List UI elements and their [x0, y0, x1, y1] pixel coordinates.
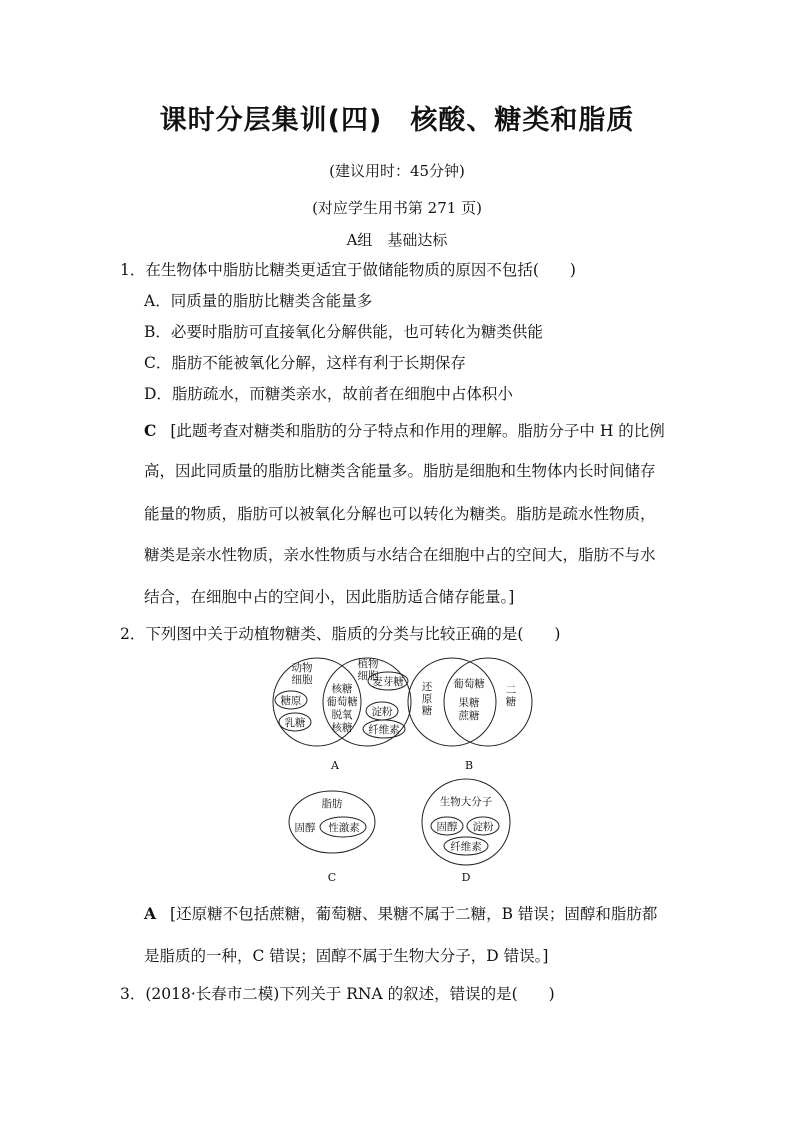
- book-page-ref: (对应学生用书第 271 页): [312, 199, 482, 217]
- page-title: 课时分层集训(四) 核酸、糖类和脂质: [159, 105, 635, 136]
- q1-option-c: C．脂肪不能被氧化分解，这样有利于长期保存: [144, 354, 466, 372]
- diagram-a-glucose: 葡萄糖: [326, 696, 358, 708]
- q1-explanation-5: 结合，在细胞中占的空间小，因此脂肪适合储存能量。]: [144, 588, 515, 606]
- diagram-c-sterol: 固醇: [294, 822, 316, 834]
- diagram-b-right-label-1: 二: [505, 684, 517, 696]
- q1-answer-line-1: [144, 419, 665, 441]
- diagram-b-glucose: 葡萄糖: [453, 678, 485, 690]
- diagram-b-left-label-1: 还: [421, 681, 433, 693]
- diagram-b-right-label-2: 糖: [505, 696, 517, 708]
- q2-explanation-2: 是脂质的一种，C 错误；固醇不属于生物大分子，D 错误。]: [144, 947, 549, 965]
- q2-venn-diagrams: [260, 655, 540, 890]
- section-heading: A组 基础达标: [346, 231, 448, 249]
- diagram-b-left-label-2: 原: [421, 693, 433, 705]
- diagram-c-sex-hormone: 性激素: [328, 822, 360, 834]
- diagram-c-outer-label: 脂肪: [321, 798, 343, 810]
- q1-answer-letter: C: [144, 421, 157, 440]
- q1-option-a: A．同质量的脂肪比糖类含能量多: [144, 292, 373, 310]
- q1-explanation-3: 能量的物质，脂肪可以被氧化分解也可以转化为糖类。脂肪是疏水性物质，: [144, 505, 656, 523]
- q2-explanation-1: [还原糖不包括蔗糖，葡萄糖、果糖不属于二糖，B 错误；固醇和脂肪都: [170, 905, 658, 923]
- diagram-c-caption: C: [327, 871, 337, 884]
- diagram-a-deoxy: 脱氧: [331, 709, 353, 721]
- diagram-a-lactose: 乳糖: [284, 717, 306, 729]
- diagram-a-glycogen: 糖原: [280, 695, 302, 707]
- q2-stem: 2．下列图中关于动植物糖类、脂质的分类与比较正确的是( ): [120, 625, 561, 643]
- diagram-a-ribose: 核糖: [331, 683, 353, 695]
- diagram-a-ribose-2: 核糖: [331, 722, 353, 734]
- diagram-d-cellulose: 纤维素: [450, 841, 482, 853]
- diagram-b-disaccharide-circle: [444, 658, 532, 746]
- q2-answer-letter: A: [144, 904, 157, 923]
- diagram-b-fructose: 果糖: [458, 697, 480, 709]
- q3-stem: 3．(2018·长春市二模)下列关于 RNA 的叙述，错误的是( ): [120, 985, 555, 1003]
- q2-answer-line-1: [144, 902, 657, 924]
- diagram-a-right-label-1: 植物: [357, 658, 379, 670]
- diagram-d-sterol: 固醇: [436, 821, 458, 833]
- diagram-a-starch: 淀粉: [371, 706, 393, 718]
- diagram-a-left-label-2: 细胞: [291, 674, 313, 686]
- diagram-a-maltose: 麦芽糖: [372, 676, 404, 688]
- diagram-d-starch: 淀粉: [472, 821, 494, 833]
- diagram-d-outer-label: 生物大分子: [439, 796, 493, 808]
- diagram-a-caption: A: [331, 759, 339, 772]
- diagram-d-caption: D: [461, 871, 471, 884]
- q1-option-d: D．脂肪疏水，而糖类亲水，故前者在细胞中占体积小: [144, 385, 513, 403]
- q1-explanation-2: 高，因此同质量的脂肪比糖类含能量多。脂肪是细胞和生物体内长时间储存: [144, 462, 656, 480]
- diagram-b-left-label-3: 糖: [421, 705, 433, 717]
- diagram-a-right-label-2: 细胞: [357, 670, 379, 682]
- q1-explanation-1: [此题考查对糖类和脂肪的分子特点和作用的理解。脂肪分子中 H 的比例: [170, 422, 665, 440]
- suggested-time: (建议用时：45分钟): [329, 162, 465, 180]
- diagram-b-caption: B: [464, 759, 474, 772]
- q1-stem: 1．在生物体中脂肪比糖类更适宜于做储能物质的原因不包括( ): [120, 261, 576, 279]
- q1-explanation-4: 糖类是亲水性物质，亲水性物质与水结合在细胞中占的空间大，脂肪不与水: [144, 546, 656, 564]
- diagram-a-cellulose: 纤维素: [368, 724, 400, 736]
- diagram-b-sucrose: 蔗糖: [458, 710, 480, 722]
- diagram-a-left-label-1: 动物: [291, 662, 313, 674]
- q1-option-b: B．必要时脂肪可直接氧化分解供能，也可转化为糖类供能: [144, 323, 543, 341]
